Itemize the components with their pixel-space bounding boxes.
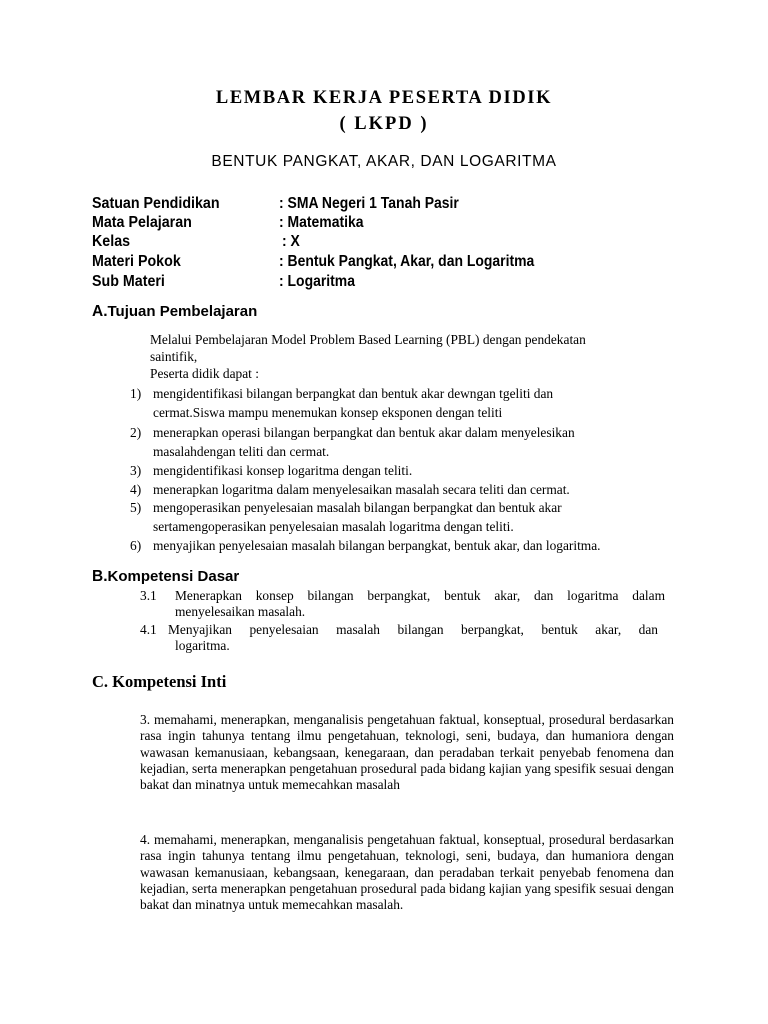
section-b-letter: B. <box>92 568 108 585</box>
objective-text: mengidentifikasi bilangan berpangkat dan bentuk akar dewngan tgeliti dan <box>153 386 554 401</box>
section-a-title: Tujuan Pembelajaran <box>107 303 258 320</box>
objective-number: 1) <box>130 386 142 401</box>
section-b-title: Kompetensi Dasar <box>107 568 240 585</box>
objective-number: 2) <box>130 425 142 440</box>
identity-value-sub-materi: : Logaritma <box>279 273 355 290</box>
objective-text: menerapkan logaritma dalam menyelesaikan masalah secara teliti dan cermat. <box>153 482 570 497</box>
identity-label-materi-pokok: Materi Pokok <box>92 253 181 270</box>
section-a-intro-line-3: Peserta didik dapat : <box>150 366 259 381</box>
competency-number: 3.1 <box>140 588 157 603</box>
competency-text-line-1: Menerapkan konsep bilangan berpangkat, bentuk akar, dan logaritma dalam <box>175 588 665 603</box>
objective-number: 6) <box>130 538 142 553</box>
competency-number: 4.1 <box>140 622 157 637</box>
competency-text <box>175 588 665 620</box>
identity-value-kelas: : X <box>282 233 300 250</box>
document-title: LEMBAR KERJA PESERTA DIDIK <box>215 88 553 108</box>
section-a-intro-line-2: saintifik, <box>150 349 198 364</box>
section-b-heading <box>92 568 239 586</box>
objective-text-continued: cermat.Siswa mampu menemukan konsep eksponen dengan teliti <box>153 405 503 420</box>
document-subtitle: ( LKPD ) <box>339 114 429 134</box>
objective-text: menerapkan operasi bilangan berpangkat dan bentuk akar dalam menyelesikan <box>153 425 575 440</box>
core-competency-paragraph-4: 4. memahami, menerapkan, menganalisis pengetahuan faktual, konseptual, prosedural berdasarkan rasa ingin tahunya tentang ilmu pengetahuan, teknologi, seni, budaya, dan humaniora dengan wawasan kemanusiaan, kebangsaan, kenegaraan, dan peradaban terkait penyebab fenomena dan kejadian, serta menerapkan pengetahuan prosedural pada bidang kajian yang spesifik sesuai dengan bakat dan minatnya untuk memecahkan masalah. <box>140 832 674 913</box>
identity-label-satuan-pendidikan: Satuan Pendidikan <box>92 195 220 212</box>
document-topic: BENTUK PANGKAT, AKAR, DAN LOGARITMA <box>211 153 557 170</box>
identity-label-mata-pelajaran: Mata Pelajaran <box>92 214 192 231</box>
competency-text-line-2: menyelesaikan masalah. <box>175 604 306 619</box>
objective-number: 3) <box>130 463 142 478</box>
identity-value-mata-pelajaran: : Matematika <box>279 214 364 231</box>
section-a-heading <box>92 303 257 321</box>
objective-number: 5) <box>130 500 142 515</box>
section-a-intro-line-1: Melalui Pembelajaran Model Problem Based Learning (PBL) dengan pendekatan <box>150 332 586 347</box>
objective-text: mengidentifikasi konsep logaritma dengan teliti. <box>153 463 413 478</box>
objective-text: mengoperasikan penyelesaian masalah bilangan berpangkat dan bentuk akar <box>153 500 562 515</box>
competency-text-line-1: Menyajikan penyelesaian masalah bilangan berpangkat, bentuk akar, dan <box>168 622 658 637</box>
competency-text-line-2: logaritma. <box>175 638 230 653</box>
competency-text <box>168 622 658 654</box>
identity-value-materi-pokok: : Bentuk Pangkat, Akar, dan Logaritma <box>279 253 535 270</box>
section-a-letter: A. <box>92 303 108 320</box>
objective-number: 4) <box>130 482 142 497</box>
identity-label-kelas: Kelas <box>92 233 131 250</box>
objective-text-continued: masalahdengan teliti dan cermat. <box>153 444 330 459</box>
objective-text: menyajikan penyelesaian masalah bilangan berpangkat, bentuk akar, dan logaritma. <box>153 538 601 553</box>
objective-text-continued: sertamengoperasikan penyelesaian masalah logaritma dengan teliti. <box>153 519 514 534</box>
identity-label-sub-materi: Sub Materi <box>92 273 165 290</box>
core-competency-paragraph-3: 3. memahami, menerapkan, menganalisis pengetahuan faktual, konseptual, prosedural berdasarkan rasa ingin tahunya tentang ilmu pengetahuan, teknologi, seni, budaya, dan humaniora dengan wawasan kemanusiaan, kebangsaan, kenegaraan, dan peradaban terkait penyebab fenomena dan kejadian, serta menerapkan pengetahuan prosedural pada bidang kajian yang spesifik sesuai dengan bakat dan minatnya untuk memecahkan masalah <box>140 712 674 793</box>
identity-value-satuan-pendidikan: : SMA Negeri 1 Tanah Pasir <box>279 195 459 212</box>
section-c-heading: C. Kompetensi Inti <box>92 672 227 691</box>
